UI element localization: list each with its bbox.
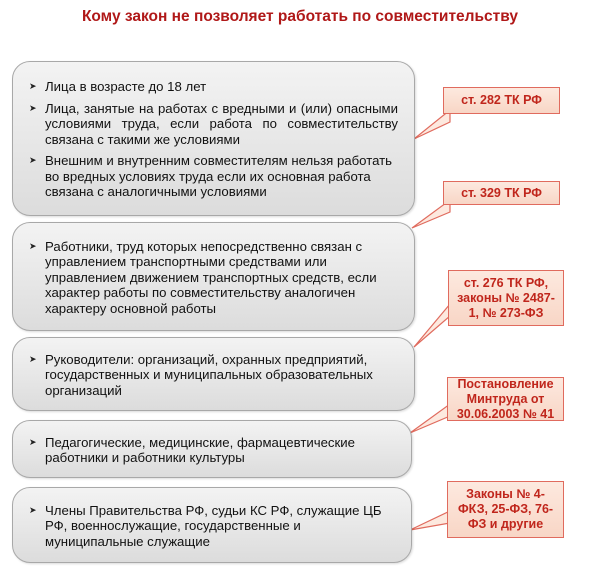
- connector-4: [410, 404, 450, 433]
- arrow-bullet-icon: ➤: [29, 504, 37, 515]
- reference-callout-5: Законы № 4-ФКЗ, 25-ФЗ, 76-ФЗ и другие: [447, 481, 564, 538]
- category-box-2: [12, 222, 415, 331]
- list-item: ➤ Лица, занятые на работах с вредными и (или) опасными условиями труда, если работа по совместительству связана с такими же условиями: [29, 100, 398, 147]
- category-box-4: [12, 420, 412, 478]
- category-box-1: [12, 61, 415, 216]
- arrow-bullet-icon: ➤: [29, 353, 37, 364]
- arrow-bullet-icon: ➤: [29, 240, 37, 251]
- list-item: ➤ Работники, труд которых непосредственно связан с управлением транспортными средствами или управлением движением транспортных средств, если характер работы по совместительству аналогичен характеру основной работы: [29, 238, 377, 316]
- category-box-5: [12, 487, 412, 563]
- arrow-bullet-icon: ➤: [29, 155, 37, 166]
- reference-callout-4: Постановление Минтруда от 30.06.2003 № 41: [447, 377, 564, 421]
- list-item: ➤ Руководители: организаций, охранных предприятий, государственных и муниципальных образовательных организаций: [29, 351, 373, 398]
- arrow-bullet-icon: ➤: [29, 81, 37, 92]
- list-item: ➤ Лица в возрасте до 18 лет: [29, 79, 207, 95]
- reference-callout-1: ст. 282 ТК РФ: [443, 87, 560, 114]
- arrow-bullet-icon: ➤: [29, 102, 37, 113]
- reference-callout-2: ст. 329 ТК РФ: [443, 181, 560, 205]
- connector-5: [410, 511, 450, 530]
- list-item: ➤ Внешним и внутренним совместителям нельзя работать во вредных условиях труда если их основная работа связана с аналогичными условиями: [29, 153, 393, 200]
- page-title: Кому закон не позволяет работать по совместительству: [81, 8, 519, 25]
- list-item: ➤ Педагогические, медицинские, фармацевтические работники и работники культуры: [29, 434, 355, 465]
- list-item: ➤ Члены Правительства РФ, судьи КС РФ, служащие ЦБ РФ, военнослужащие, государственные и муниципальные служащие: [29, 502, 382, 549]
- reference-callout-3: ст. 276 ТК РФ, законы № 2487-1, № 273-ФЗ: [448, 270, 564, 326]
- category-box-3: [12, 337, 415, 411]
- connector-3: [414, 304, 450, 347]
- connector-1: [414, 110, 450, 139]
- arrow-bullet-icon: ➤: [29, 436, 37, 447]
